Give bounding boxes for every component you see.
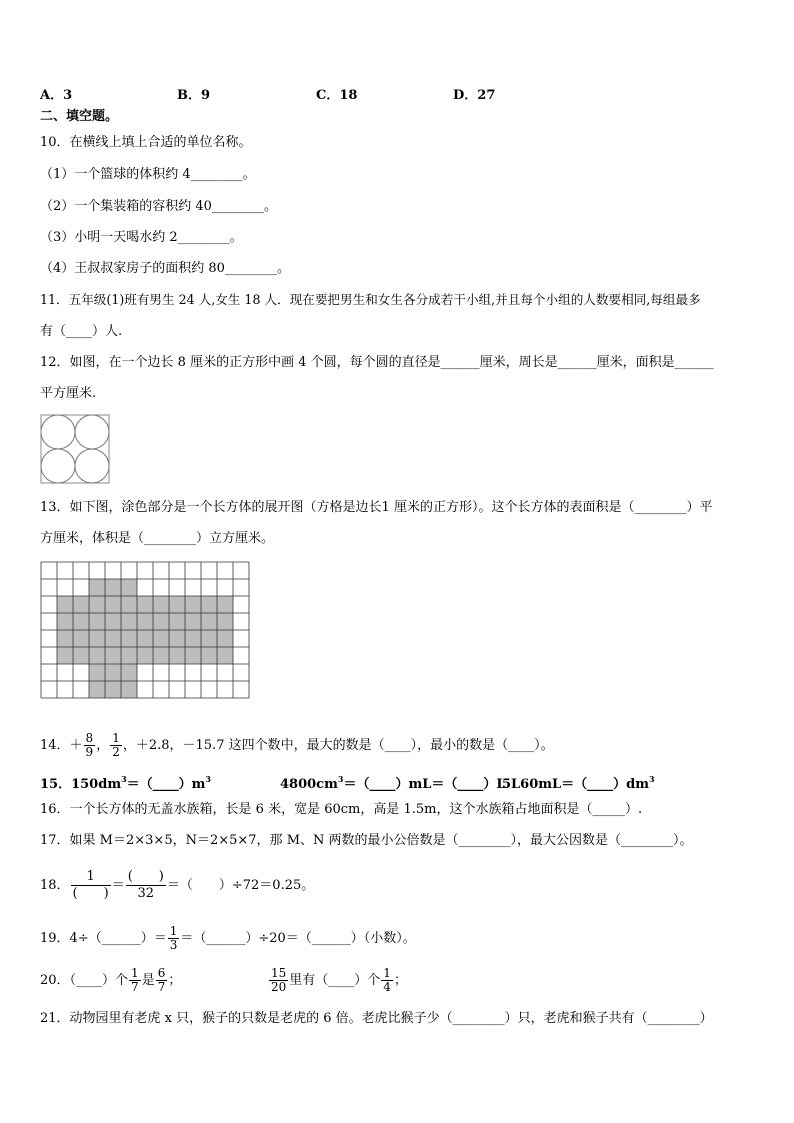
- frac-den: ( ): [72, 886, 109, 901]
- q10-part4: （4）王叔叔家房子的面积约 80________。: [40, 261, 290, 276]
- option-a: A．3: [40, 88, 73, 103]
- q19-rest: ＝（______）÷20＝（______）（小数）。: [180, 931, 416, 946]
- q10-part2: （2）一个集装箱的容积约 40________。: [40, 199, 277, 214]
- q13-line1: 13．如下图，涂色部分是一个长方体的展开图（方格是边长1 厘米的正方形）。这个长方体的表面积是（________）平: [40, 500, 713, 515]
- q13-line2: 方厘米，体积是（________）立方厘米。: [40, 531, 275, 546]
- frac-den: 7: [131, 980, 139, 994]
- fraction-1-4: [381, 967, 393, 994]
- frac-den: 32: [137, 886, 155, 901]
- q16: 16．一个长方体的无盖水族箱，长是 6 米，宽是 60cm，高是 1.5m，这个水族箱占地面积是（_____）.: [40, 802, 643, 817]
- q19: [40, 923, 416, 955]
- q19-pre: 19．4÷（______）＝: [40, 931, 167, 946]
- q11-line1: 11．五年级(1)班有男生 24 人,女生 18 人．现在要把男生和女生各分成若干小组,并且每个小组的人数要相同,每组最多: [40, 292, 701, 307]
- q20-end2: ；: [393, 973, 407, 988]
- q15-pow: 3: [205, 774, 211, 784]
- q12-line2: 平方厘米.: [40, 386, 97, 401]
- frac-num: 1: [71, 869, 111, 886]
- q14-rest: ，＋2.8，－15.7 这四个数中，最大的数是（____），最小的数是（____）。: [122, 738, 554, 753]
- q17: 17．如果 M＝2×3×5，N＝2×5×7，那 M、N 两数的最小公倍数是（________），最大公因数是（________）。: [40, 833, 693, 848]
- q15-pow: 3: [649, 774, 655, 784]
- q15-b: 4800cm: [280, 777, 338, 792]
- frac-den: 3: [169, 938, 178, 952]
- option-b: B．9: [177, 88, 211, 103]
- frac-den: 4: [383, 980, 391, 994]
- fraction-1-7: [129, 967, 141, 994]
- q10-stem: 10．在横线上填上合适的单位名称。: [40, 135, 252, 150]
- q20-end1: ；: [168, 973, 182, 988]
- q20-part2: [268, 963, 407, 999]
- four-circles-figure: [40, 414, 110, 484]
- q14: [40, 732, 554, 759]
- q15-b2: ＝（____）mL＝（____）L: [343, 777, 506, 792]
- frac-num: 8: [85, 731, 94, 745]
- frac-num: 6: [157, 966, 166, 980]
- fraction-1-3: [168, 925, 180, 952]
- fraction-8-9: [84, 732, 96, 759]
- frac-num: ( ): [127, 869, 164, 884]
- frac-den: 20: [271, 980, 287, 994]
- q12-line1: 12．如图，在一个边长 8 厘米的正方形中画 4 个圆，每个圆的直径是______厘米，周长是______厘米，面积是______: [40, 355, 714, 370]
- q21: 21．动物园里有老虎 x 只，猴子的只数是老虎的 6 倍。老虎比猴子少（________）只，老虎和猴子共有（________）: [40, 1011, 713, 1026]
- q15-c: 5L60mL＝（____）dm: [502, 777, 650, 792]
- frac-num: 1: [383, 966, 391, 980]
- section-title: 二、填空题。: [40, 109, 119, 124]
- q18-rest: ＝（ ）÷72＝0.25。: [166, 878, 315, 893]
- q20-mid2: 里有（____）个: [289, 973, 381, 988]
- frac-den: 2: [112, 745, 120, 759]
- frac-num: 1: [169, 924, 178, 938]
- cuboid-net-grid: [40, 561, 253, 699]
- q18: [40, 868, 314, 904]
- q15-pow: 3: [337, 774, 344, 784]
- frac-den: 9: [85, 745, 94, 759]
- frac-num: 1: [131, 966, 139, 980]
- q15-pow: 3: [121, 774, 127, 784]
- q18-num: 18．: [40, 878, 70, 893]
- option-d: D．27: [453, 88, 496, 103]
- q15-part-c: [502, 770, 655, 794]
- q15-a2: ＝（____）m: [126, 777, 206, 792]
- q20-mid: 是: [141, 973, 155, 988]
- q11-line2: 有（____）人.: [40, 324, 123, 339]
- q15: [40, 770, 211, 794]
- frac-num: 1: [112, 731, 120, 745]
- q20-pre: 20．（____）个: [40, 973, 129, 988]
- frac-den: 7: [157, 980, 166, 994]
- q14-prefix: 14．＋: [40, 738, 83, 753]
- q20: [40, 963, 181, 999]
- fraction-1-2: [110, 732, 122, 759]
- q18-eq: ＝: [111, 878, 125, 893]
- fraction-6-7: [156, 967, 168, 994]
- q14-sep: ，: [96, 738, 110, 753]
- fraction-blank-32: [126, 869, 166, 902]
- frac-num: 15: [271, 966, 287, 980]
- q15-part-b: [280, 770, 505, 794]
- fraction-1-blank: [71, 869, 111, 902]
- q10-part3: （3）小明一天喝水约 2________。: [40, 230, 243, 245]
- fraction-15-20: [269, 967, 288, 994]
- option-c: C．18: [316, 88, 358, 103]
- q15-a: 15．150dm: [40, 777, 122, 792]
- q10-part1: （1）一个篮球的体积约 4________。: [40, 167, 256, 182]
